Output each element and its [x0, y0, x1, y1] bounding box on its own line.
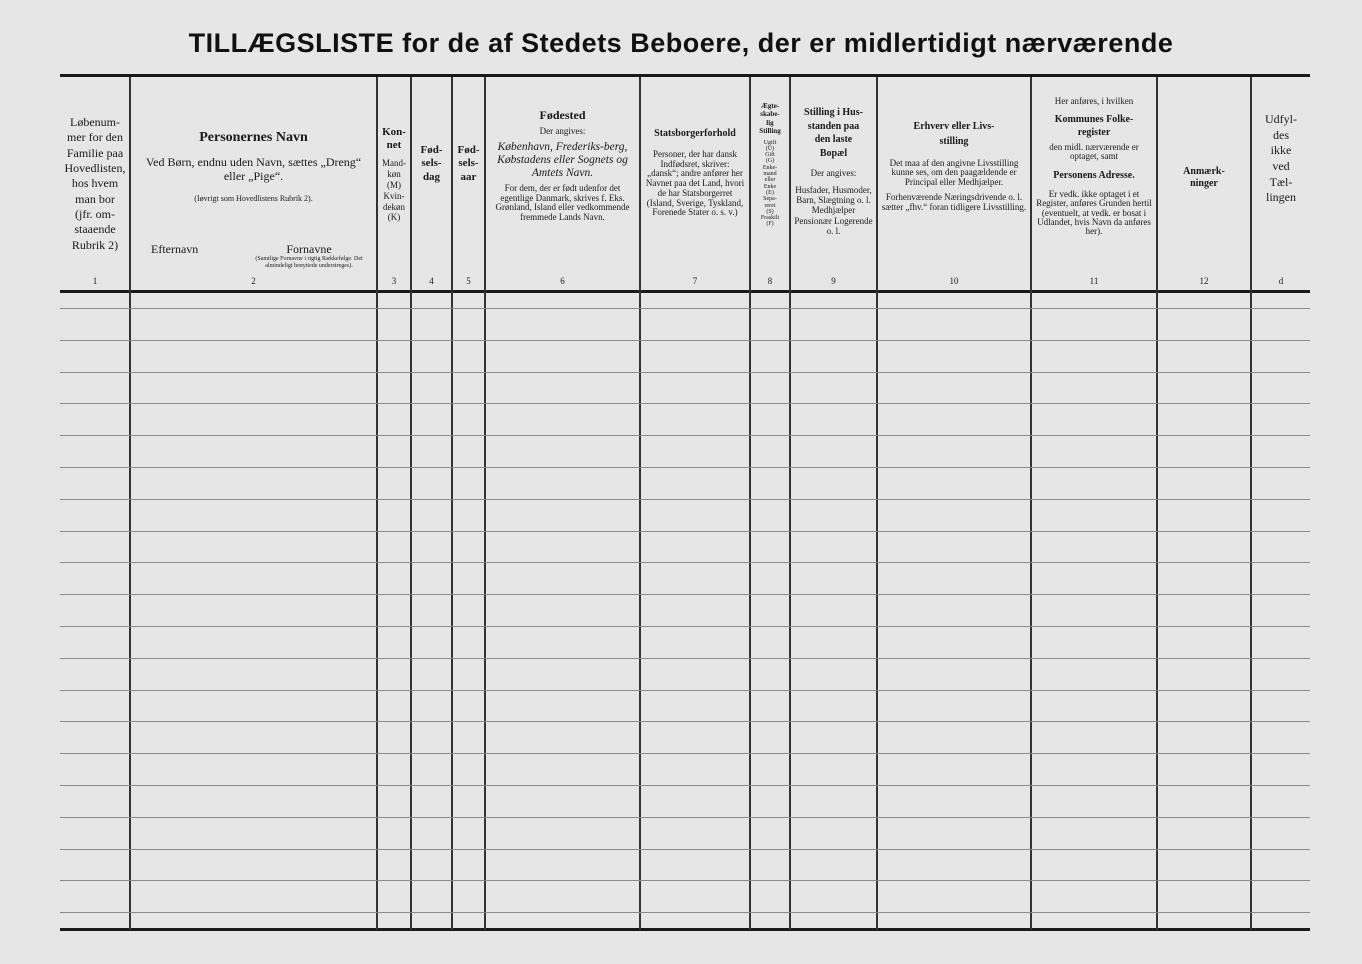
column-7-header	[641, 84, 749, 284]
col11-heading-2: Personens Adresse.	[1053, 169, 1135, 181]
col4-heading: Fød- sels- dag	[420, 144, 443, 183]
column-number: 7	[692, 276, 698, 286]
col3-heading: Kon- net	[382, 126, 406, 152]
col11-mid: den midl. nærværende er optaget, samt	[1049, 141, 1139, 162]
column-number: 11	[1089, 276, 1099, 286]
col8-line: (E)	[766, 189, 774, 196]
column-number: 8	[767, 276, 773, 286]
col11-pre: Her anføres, i hvilken	[1054, 96, 1134, 106]
entry-row-rule	[60, 817, 1310, 818]
col1-line: Rubrik 2)	[71, 237, 119, 252]
col8-line: (G)	[765, 158, 775, 165]
entry-row-rule	[60, 658, 1310, 659]
cold-line: des	[1273, 127, 1289, 142]
col1-line: Hovedlisten,	[64, 160, 126, 175]
col3-line: Kvin-	[383, 190, 405, 201]
col8-line: Ugift	[763, 139, 777, 146]
cold-line: Tæl-	[1269, 174, 1293, 189]
entry-row-rule	[60, 880, 1310, 881]
entry-row-rule	[60, 435, 1310, 436]
col8-line: Gift	[765, 152, 775, 159]
column-3-header	[378, 84, 410, 284]
col6-sub: Der angives:	[539, 126, 586, 137]
col2-forenames-block	[249, 242, 369, 269]
col2-forenames-label: Fornavne	[286, 242, 332, 256]
entry-row-rule	[60, 721, 1310, 722]
col1-line: (jfr. om-	[75, 207, 115, 222]
col11-heading: Kommunes Folke- register	[1054, 113, 1134, 138]
column-d-header	[1252, 84, 1310, 284]
col2-note-2: (Iøvrigt som Hovedlistens Rubrik 2).	[194, 193, 313, 203]
entry-row-rule	[60, 340, 1310, 341]
column-number: 12	[1199, 276, 1209, 286]
column-1-header	[60, 84, 130, 284]
col6-heading: Fødested	[539, 108, 586, 122]
entry-row-rule	[60, 849, 1310, 850]
col3-line: (M)	[387, 179, 401, 190]
col11-note: Er vedk. ikke optaget i et Register, anføres Grunden hertil (eventuelt, at vedk. er bosat i Udlandet, hvis Navn da anføres her).	[1036, 188, 1152, 237]
col6-note: For dem, der er født udenfor det egentlige Danmark, skrives f. Eks. Grønland, Island eller vedkommende fremmede Lands Navn.	[495, 182, 630, 222]
entry-row-rule	[60, 403, 1310, 404]
col9-note: Husfader, Husmoder, Barn, Slægtning o. l. Medhjælper Pensionær Logerende o. l.	[794, 184, 873, 237]
col8-heading: Ægte- skabe- lig Stilling	[759, 102, 781, 136]
col3-line: dekøn	[383, 201, 405, 212]
column-11-header	[1032, 84, 1156, 284]
column-6-header	[486, 84, 639, 284]
cold-line: ikke	[1270, 143, 1292, 158]
entry-row-rule	[60, 912, 1310, 913]
column-12-header	[1158, 84, 1250, 284]
col7-note: Personer, der har dansk Indfødsret, skriver: „dansk“; andre anfører her Navnet paa det Land, hvori de har Statsborgerret (Island, Sverige, Tyskland, Forenede Stater o. s. v.)	[645, 149, 745, 218]
col8-line: eller	[764, 177, 776, 184]
cold-line: lingen	[1266, 190, 1296, 205]
top-border	[60, 74, 1310, 77]
col1-line: Løbenum-	[70, 114, 120, 129]
cold-line: ved	[1272, 159, 1290, 173]
col9-sub: Der angives:	[810, 168, 857, 178]
col7-heading: Statsborgerforhold	[654, 128, 736, 139]
col1-line: hos hvem	[71, 176, 119, 191]
col2-note: Ved Børn, endnu uden Navn, sættes „Dreng“ eller „Pige“.	[145, 154, 362, 184]
col10-note: Det maa af den angivne Livsstilling kunne ses, om den paagældende er Principal eller Medhjælper.	[889, 158, 1019, 187]
entry-row-rule	[60, 626, 1310, 627]
col8-line: Sepa-	[763, 196, 777, 203]
col1-line: man bor	[75, 191, 115, 206]
col8-line: (U)	[765, 145, 775, 152]
col2-surname-label: Efternavn	[151, 242, 199, 256]
entry-row-rule	[60, 753, 1310, 754]
column-number: 5	[466, 276, 471, 286]
col8-line: (S)	[766, 208, 774, 215]
entry-row-rule	[60, 690, 1310, 691]
col2-heading: Personernes Navn	[199, 130, 308, 145]
column-4-header	[412, 84, 451, 284]
col8-line: mand	[763, 171, 777, 178]
col8-line: reret	[764, 202, 776, 209]
column-5-header	[453, 84, 484, 284]
col3-line: (K)	[387, 212, 401, 223]
col8-line: Fraskilt	[760, 215, 780, 222]
entry-row-rule	[60, 562, 1310, 563]
entry-row-rule	[60, 499, 1310, 500]
column-10-header	[878, 84, 1030, 284]
entry-row-rule	[60, 785, 1310, 786]
column-8-header	[751, 84, 789, 284]
column-number: 9	[831, 276, 836, 286]
column-2-header	[131, 84, 376, 284]
col6-italic: København, Frederiks-berg, Købstadens eller Sognets og Amtets Navn.	[497, 141, 628, 179]
entry-row-rule	[60, 372, 1310, 373]
bottom-border	[60, 928, 1310, 931]
entry-row-rule	[60, 531, 1310, 532]
col8-line: Enke-	[762, 164, 778, 171]
column-number: 10	[949, 276, 959, 286]
col5-heading: Fød- sels- aar	[457, 144, 480, 183]
column-number: 4	[429, 276, 434, 286]
col1-line: staaende	[74, 222, 116, 237]
column-9-header	[791, 84, 876, 284]
col3-line: køn	[387, 169, 401, 180]
col8-line: (F)	[766, 221, 774, 228]
col9-heading: Stilling i Hus- standen paa den laste Bopæl	[804, 107, 863, 159]
form-title: TILLÆGSLISTE for de af Stedets Beboere, der er midlertidigt nærværende	[188, 28, 1174, 58]
col1-line: Familie paa	[66, 145, 124, 160]
column-number: 1	[92, 276, 98, 286]
column-number: 3	[391, 276, 397, 286]
col12-heading: Anmærk- ninger	[1183, 166, 1225, 189]
col3-line: Mand-	[382, 158, 406, 169]
col8-line: Enke	[763, 183, 777, 190]
cold-line: Udfyl-	[1265, 112, 1297, 127]
header-bottom-border	[60, 290, 1310, 293]
column-number: 6	[560, 276, 565, 286]
column-number: 2	[251, 276, 256, 286]
entry-row-rule	[60, 594, 1310, 595]
col1-line: mer for den	[67, 130, 123, 145]
entry-row-rule	[60, 467, 1310, 468]
col2-forenames-note: (Samtlige Fornavne i rigtig Rækkefølge. Det almindeligt benyttede understreges).	[255, 256, 363, 269]
column-number: d	[1278, 276, 1284, 286]
col10-note-2: Forhenværende Næringsdrivende o. l. sætter „fhv.“ foran tidligere Livsstilling.	[881, 192, 1027, 212]
entry-row-rule	[60, 308, 1310, 309]
col10-heading: Erhverv eller Livs- stilling	[913, 121, 995, 147]
